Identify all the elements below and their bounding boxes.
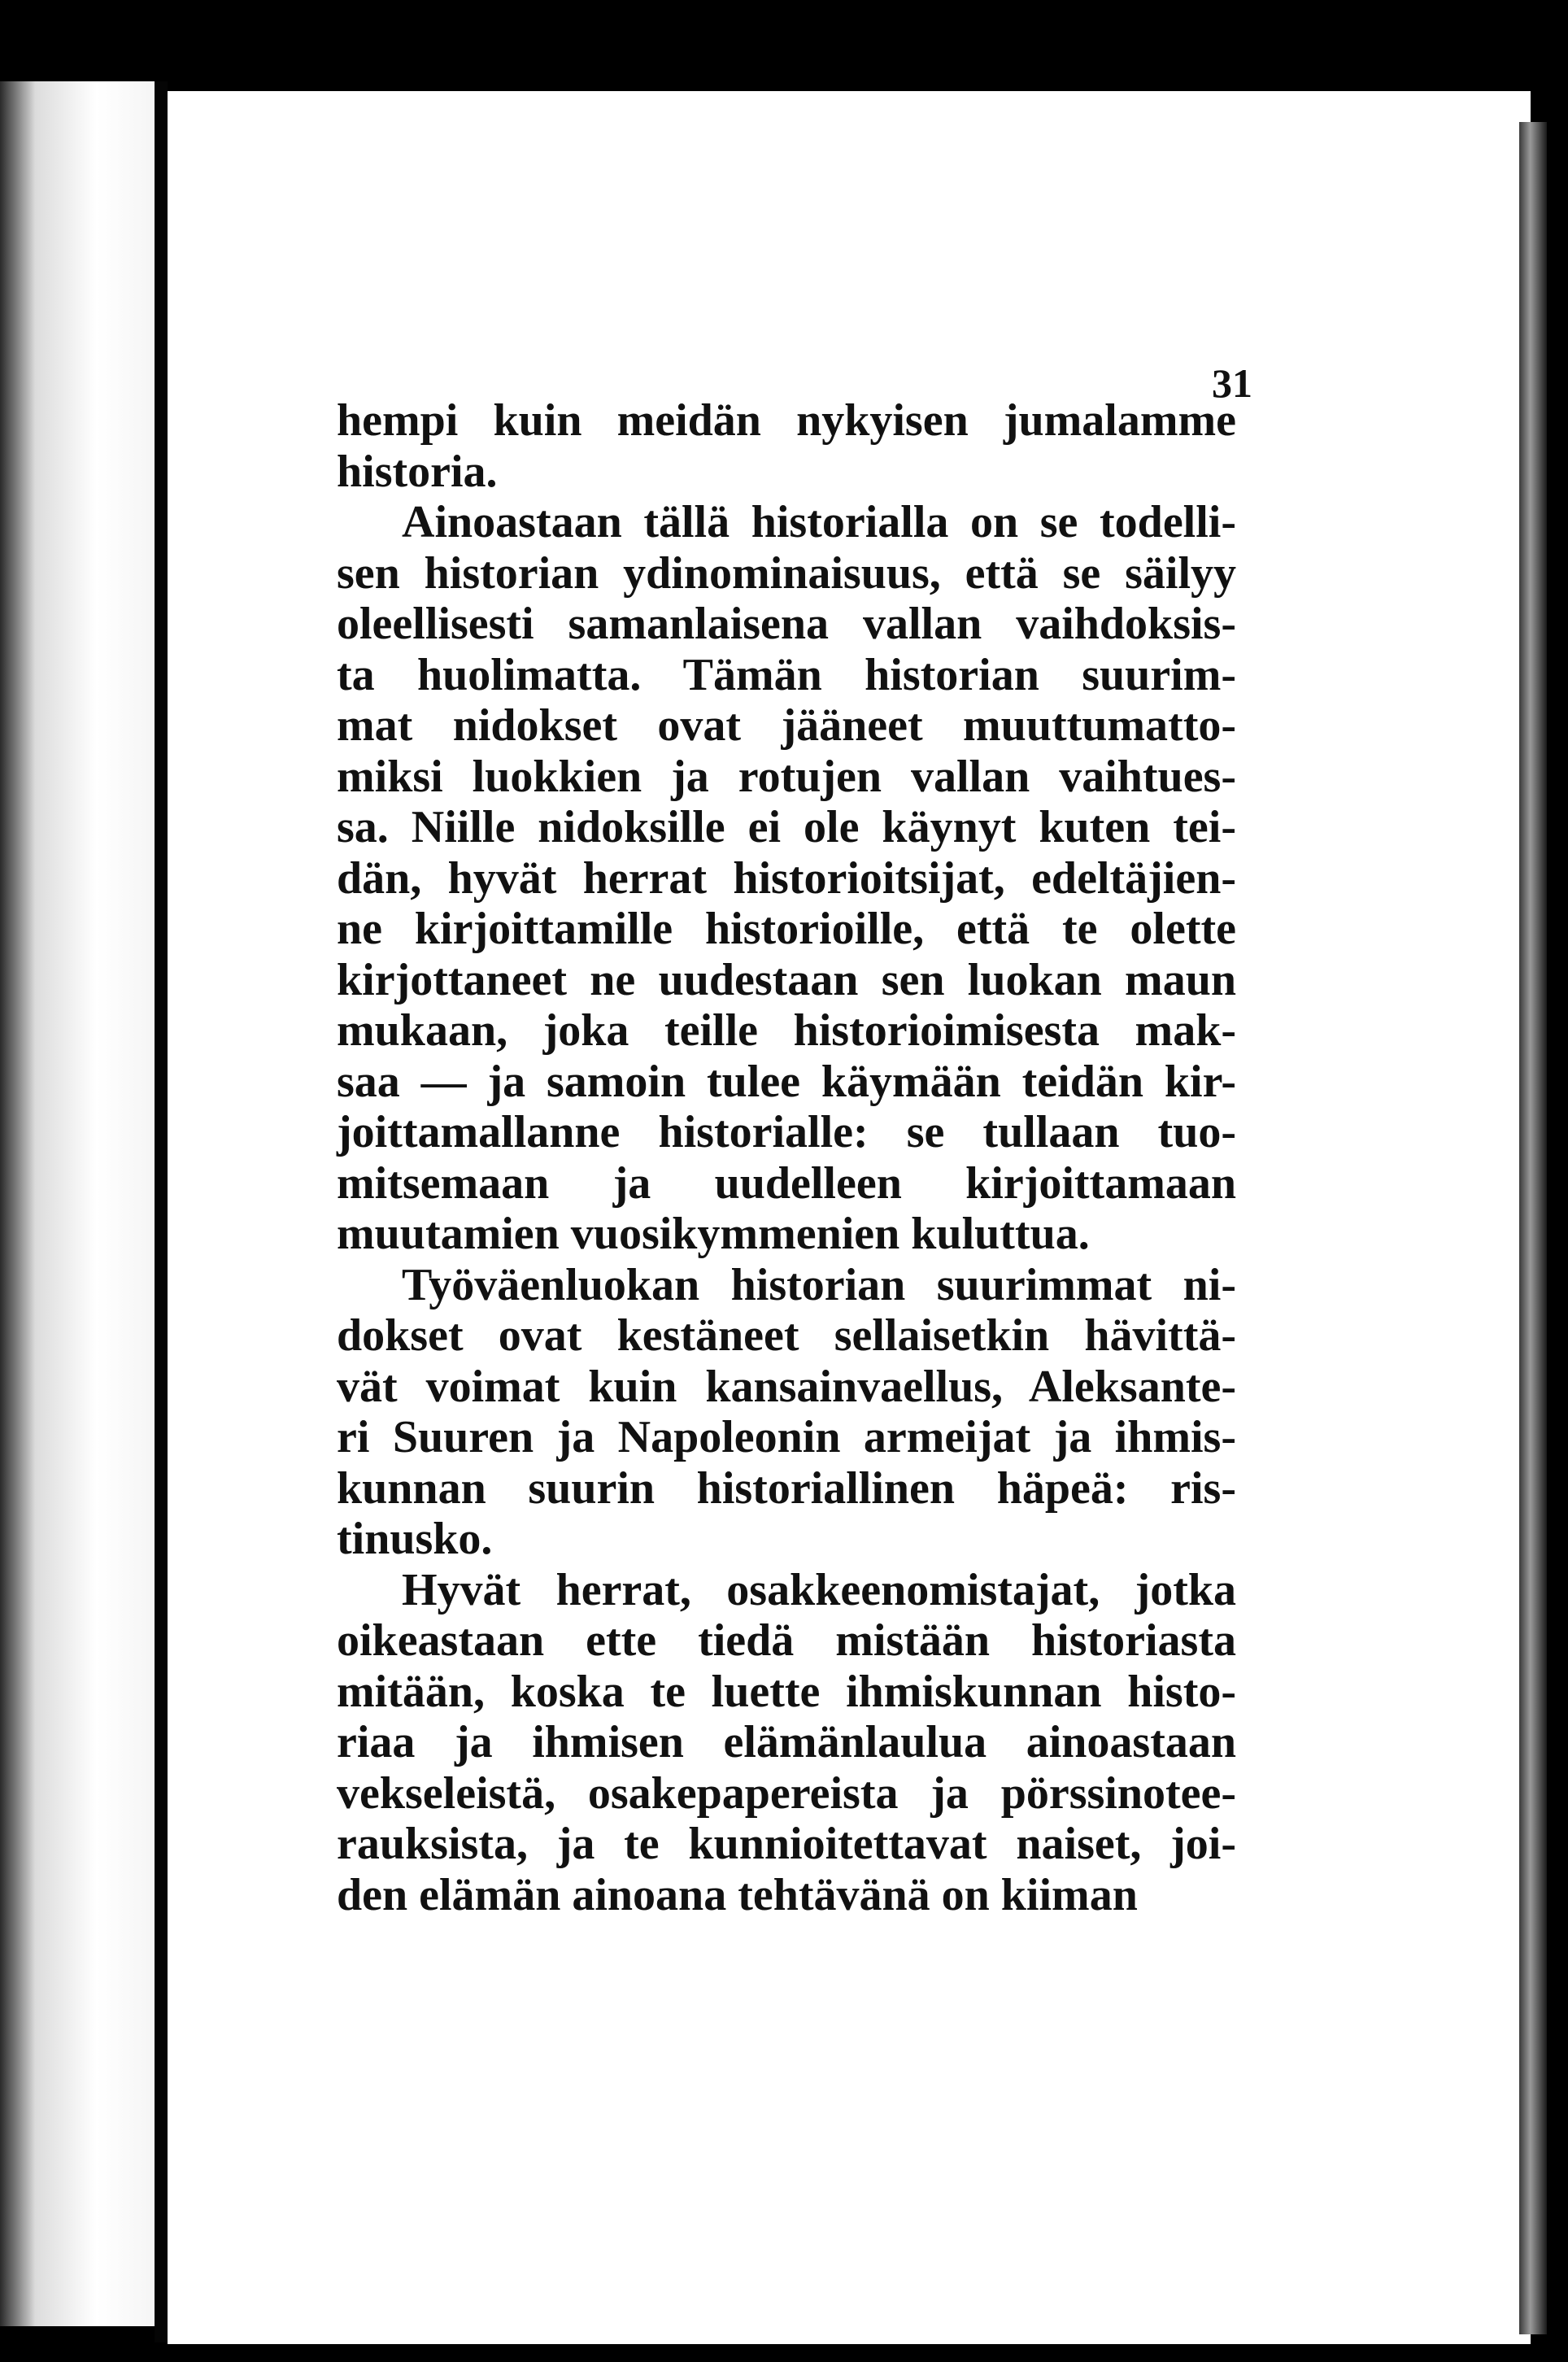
text-line: mitsemaan ja uudelleen kirjoittamaan — [337, 1157, 1236, 1209]
text-line: joittamallanne historialle: se tullaan tuo- — [337, 1107, 1236, 1157]
text-line: ne kirjoittamille historioille, että te olette — [337, 904, 1236, 954]
paragraph — [337, 395, 1236, 497]
text-line: oikeastaan ette tiedä mistään historiasta — [337, 1615, 1236, 1666]
paragraph — [337, 1260, 1236, 1565]
text-line: hempi kuin meidän nykyisen jumalamme — [337, 395, 1236, 446]
text-line: dän, hyvät herrat historioitsijat, edeltäjien- — [337, 852, 1236, 904]
text-line: vät voimat kuin kansainvaellus, Aleksante- — [337, 1361, 1236, 1412]
text-line: sen historian ydinominaisuus, että se säilyy — [337, 547, 1236, 599]
text-line: kunnan suurin historiallinen häpeä: ris- — [337, 1462, 1236, 1514]
text-line: oleellisesti samanlaisena vallan vaihdoksis- — [337, 599, 1236, 649]
text-line: sa. Niille nidoksille ei ole käynyt kuten tei- — [337, 802, 1236, 852]
text-line: kirjottaneet ne uudestaan sen luokan maun — [337, 954, 1236, 1005]
body-text — [337, 395, 1236, 1920]
book-spine — [155, 81, 168, 2342]
text-line: Hyvät herrat, osakkeenomistajat, jotka — [402, 1564, 1236, 1615]
text-line: rauksista, ja te kunnioitettavat naiset, joi- — [337, 1819, 1236, 1869]
previous-page-edge — [0, 81, 161, 2326]
text-line: miksi luokkien ja rotujen vallan vaihtues- — [337, 751, 1236, 802]
text-line: historia. — [337, 446, 498, 497]
text-line: ri Suuren ja Napoleonin armeijat ja ihmis- — [337, 1412, 1236, 1462]
paragraph — [337, 497, 1236, 1260]
text-line: ta huolimatta. Tämän historian suurim- — [337, 649, 1236, 700]
paragraph — [337, 1565, 1236, 1921]
text-line: saa — ja samoin tulee käymään teidän kir- — [337, 1056, 1236, 1107]
text-line: den elämän ainoana tehtävänä on kiiman — [337, 1869, 1138, 1920]
page-number: 31 — [1212, 360, 1252, 406]
text-line: Työväenluokan historian suurimmat ni- — [402, 1259, 1236, 1310]
text-line: tinusko. — [337, 1514, 493, 1564]
text-line: mitään, koska te luette ihmiskunnan histo- — [337, 1666, 1236, 1717]
text-line: dokset ovat kestäneet sellaisetkin hävittä- — [337, 1310, 1236, 1361]
text-line: riaa ja ihmisen elämänlaulua ainoastaan — [337, 1717, 1236, 1767]
page-edge-shadow — [1519, 122, 1547, 2334]
text-line: Ainoastaan tällä historialla on se todelli- — [402, 497, 1236, 547]
text-line: mukaan, joka teille historioimisesta mak- — [337, 1005, 1236, 1056]
text-line: muutamien vuosikymmenien kuluttua. — [337, 1209, 1090, 1259]
text-line: mat nidokset ovat jääneet muuttumatto- — [337, 700, 1236, 751]
text-line: vekseleistä, osakepapereista ja pörssinotee- — [337, 1767, 1236, 1819]
